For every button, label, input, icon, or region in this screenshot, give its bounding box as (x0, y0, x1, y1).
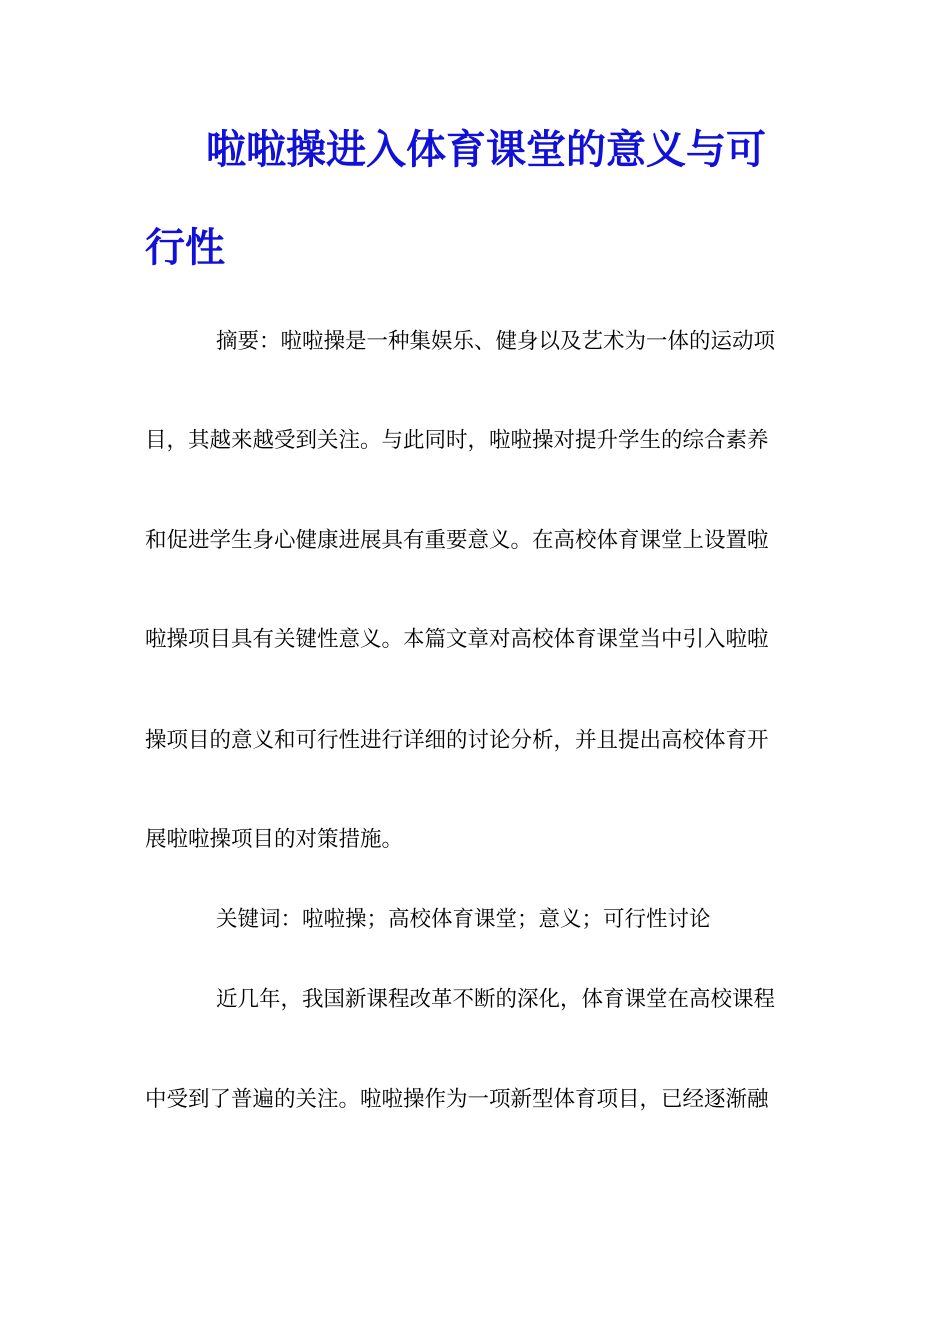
abstract-line: 操项目的意义和可行性进行详细的讨论分析，并且提出高校体育开 (145, 728, 769, 753)
abstract-line: 摘要：啦啦操是一种集娱乐、健身以及艺术为一体的运动项 (216, 329, 776, 354)
keywords-line: 关键词：啦啦操；高校体育课堂；意义；可行性讨论 (216, 907, 711, 932)
document-title-line-1: 啦啦操进入体育课堂的意义与可 (206, 127, 766, 173)
body-paragraph-line: 中受到了普遍的关注。啦啦操作为一项新型体育项目，已经逐渐融 (145, 1087, 769, 1112)
abstract-line: 啦操项目具有关键性意义。本篇文章对高校体育课堂当中引入啦啦 (145, 627, 769, 652)
body-paragraph-line: 近几年，我国新课程改革不断的深化，体育课堂在高校课程 (216, 987, 776, 1012)
abstract-line: 展啦啦操项目的对策措施。 (145, 827, 404, 852)
document-title-line-2: 行性 (145, 225, 225, 271)
abstract-line: 目，其越来越受到关注。与此同时，啦啦操对提升学生的综合素养 (145, 428, 769, 453)
abstract-line: 和促进学生身心健康进展具有重要意义。在高校体育课堂上设置啦 (145, 528, 769, 553)
